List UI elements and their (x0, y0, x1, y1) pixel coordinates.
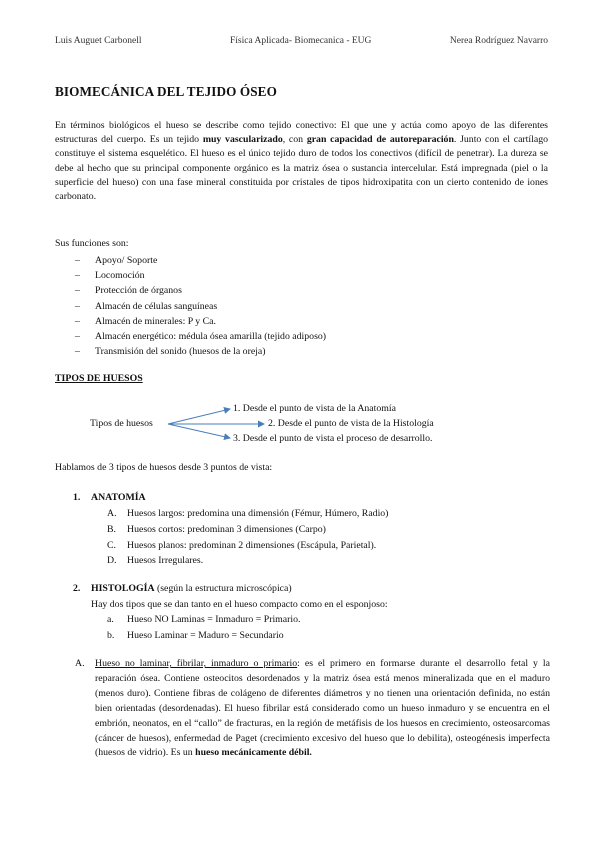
list-item (107, 612, 300, 628)
list-item (75, 314, 326, 329)
arrow-to-desarrollo (168, 424, 230, 438)
list-text: Huesos Irregulares. (127, 555, 204, 567)
intro-paragraph (55, 119, 548, 204)
list-marker: a. (107, 614, 114, 625)
arrow-to-anatomia (168, 409, 230, 424)
list-marker: D. (107, 555, 117, 567)
tipos-branch-desarrollo: 3. Desde el punto de vista el proceso de desarrollo. (233, 433, 433, 444)
list-item (75, 268, 326, 283)
histologia-list (107, 612, 300, 644)
function-text: Transmisión del sonido (huesos de la oreja) (95, 346, 266, 358)
functions-intro: Sus funciones son: (55, 238, 129, 249)
list-item (107, 628, 300, 644)
intro-text-3: . Junto con el cartílago constituye el sistema esquelético. El hueso es el único tejido duro de todos los conectivos (difícil de penetrar). La dureza se debe al hecho que su principal componente orgánico es la matriz ósea o sustancia intercelular. Está impregnada (piel o la superficie del hueso) con una fase mineral constituida por cristales de tipos hidroxipatita con un cierto contenido de iones carbonato. (55, 134, 548, 203)
fibrilar-bold-conclusion: hueso mecánicamente débil. (195, 747, 312, 759)
intro-bold-vascularizado: muy vascularizado (202, 134, 283, 146)
fibrilar-text: : es el primero en formarse durante el desarrollo fetal y la reparación ósea. Contiene osteocitos desordenados y la matriz ósea está menos mineralizada que en el maduro (menos duro). Contiene fibras de colágeno de diferentes diámetros y no tienen una orientación definida, no están bien orientadas (desordenadas). El hueso fibrilar está considerado como un hueso inmaduro y se encuentra en el embrión, neonatos, en el “callo” de fracturas, en la región de metáfisis de los huesos en crecimiento, osteosarcomas (cáncer de huesos), enfermedad de Paget (crecimiento excesivo del hueso que lo debilita), osteogénesis imperfecta (huesos de vidrio). Es un (95, 658, 550, 759)
document-title: BIOMECÁNICA DEL TEJIDO ÓSEO (55, 84, 277, 99)
functions-list (75, 253, 326, 359)
function-text: Apoyo/ Soporte (95, 255, 158, 266)
header-author-left: Luis Auguet Carbonell (55, 36, 142, 46)
list-text: Huesos cortos: predominan 3 dimensiones (Carpo) (127, 523, 326, 535)
list-item (75, 283, 326, 298)
dash-marker: – (75, 346, 80, 358)
list-item (107, 506, 388, 522)
dash-marker: – (75, 330, 80, 342)
section-subtitle: (según la estructura microscópica) (154, 583, 292, 594)
tipos-diagram (0, 400, 600, 450)
list-marker: C. (107, 539, 116, 551)
list-item (75, 253, 326, 268)
dash-marker: – (75, 285, 80, 297)
list-text: Huesos planos: predominan 2 dimensiones (Escápula, Parietal). (127, 539, 377, 551)
list-item (107, 553, 388, 569)
tipos-branch-histologia: 2. Desde el punto de vista de la Histología (268, 418, 434, 429)
function-text: Almacén de células sanguíneas (95, 300, 218, 312)
histologia-intro: Hay dos tipos que se dan tanto en el hueso compacto como en el esponjoso: (91, 599, 388, 610)
list-item (75, 344, 326, 359)
section-number: 1. (73, 492, 81, 503)
function-text: Almacén de minerales: P y Ca. (95, 315, 216, 327)
fibrilar-paragraph (75, 657, 550, 761)
list-marker: b. (107, 629, 115, 641)
list-item (75, 329, 326, 344)
header-course: Física Aplicada- Biomecanica - EUG (230, 36, 372, 46)
anatomia-list (107, 506, 388, 569)
list-item (107, 538, 388, 554)
dash-marker: – (75, 270, 80, 282)
list-marker: A. (75, 658, 85, 669)
section-title (91, 583, 292, 594)
dash-marker: – (75, 255, 80, 266)
header-author-right: Nerea Rodríguez Navarro (449, 36, 548, 46)
list-text: Hueso Laminar = Maduro = Secundario (127, 629, 284, 641)
list-item (107, 522, 388, 538)
function-text: Protección de órganos (95, 285, 182, 297)
section-number: 2. (73, 583, 81, 594)
tipos-heading: TIPOS DE HUESOS (55, 373, 143, 384)
list-marker: B. (107, 523, 116, 535)
list-text: Hueso NO Laminas = Inmaduro = Primario. (127, 614, 301, 625)
tipos-root-label: Tipos de huesos (90, 418, 153, 429)
function-text: Locomoción (95, 270, 145, 282)
intro-text-2: , con (282, 134, 307, 146)
dash-marker: – (75, 300, 80, 312)
fibrilar-underlined-term: Hueso no laminar, fibrilar, inmaduro o primario (95, 658, 298, 669)
list-marker: A. (107, 508, 117, 519)
intro-bold-autoreparacion: gran capacidad de autoreparación (306, 134, 454, 146)
section-title-bold: HISTOLOGÍA (91, 583, 155, 594)
list-item (75, 299, 326, 314)
function-text: Almacén energético: médula ósea amarilla (tejido adiposo) (95, 330, 327, 342)
intro-text-1: En términos biológicos el hueso se describe como tejido conectivo: El que une y actúa como apoyo de las diferentes estructuras del cuerpo. Es un tejido (55, 120, 548, 146)
section-title: ANATOMÍA (91, 492, 146, 503)
list-text: Huesos largos: predomina una dimensión (Fémur, Húmero, Radio) (127, 508, 389, 519)
tipos-branch-anatomia: 1. Desde el punto de vista de la Anatomía (233, 403, 396, 414)
points-of-view-intro: Hablamos de 3 tipos de huesos desde 3 puntos de vista: (55, 462, 273, 473)
dash-marker: – (75, 315, 80, 327)
